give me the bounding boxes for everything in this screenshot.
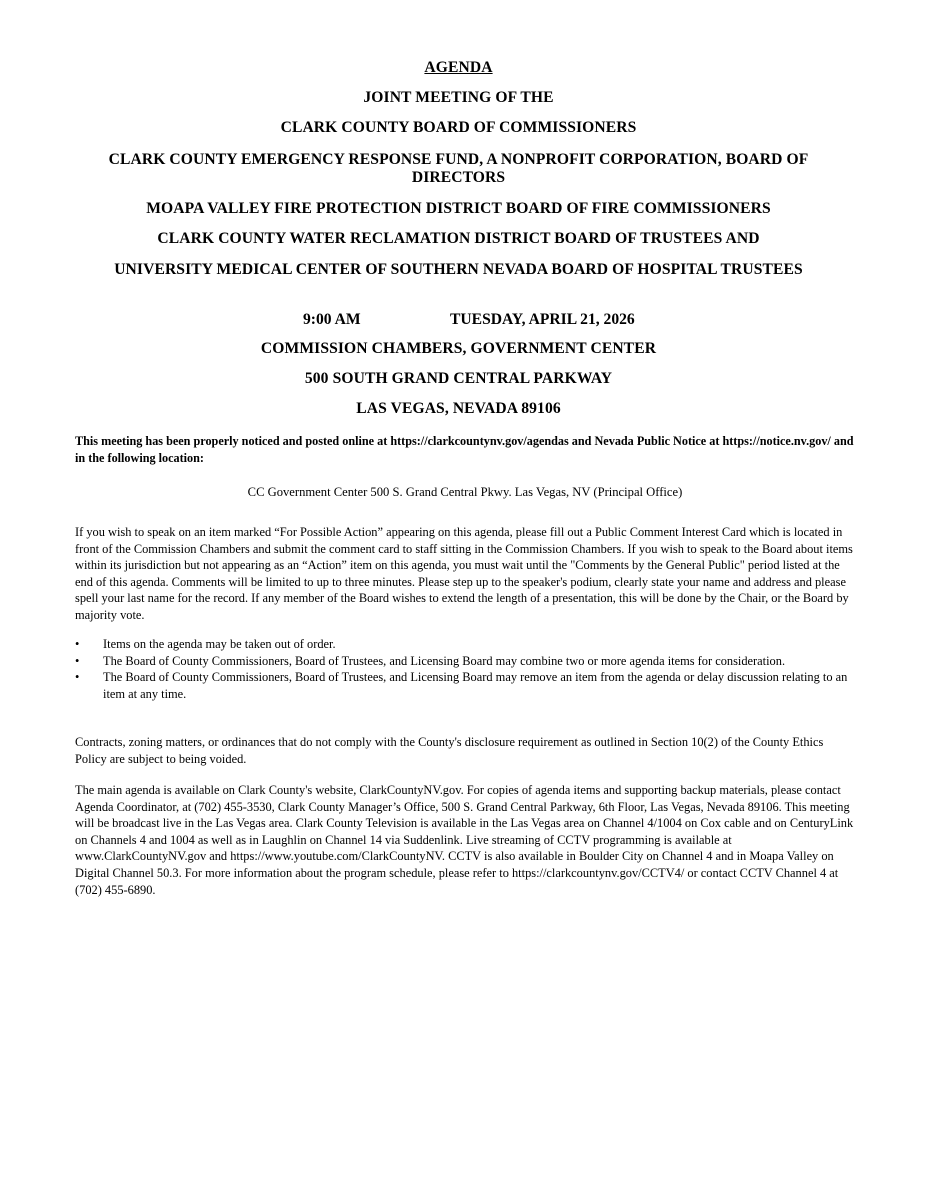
- bullet-icon: •: [75, 670, 80, 685]
- agenda-rules-list: [75, 636, 855, 702]
- list-item: [75, 653, 855, 670]
- umc-heading: UNIVERSITY MEDICAL CENTER OF SOUTHERN NEVADA BOARD OF HOSPITAL TRUSTEES: [114, 261, 803, 278]
- water-reclamation-heading: CLARK COUNTY WATER RECLAMATION DISTRICT BOARD OF TRUSTEES AND: [157, 230, 760, 247]
- board-of-commissioners-heading: CLARK COUNTY BOARD OF COMMISSIONERS: [280, 119, 637, 136]
- meeting-street: 500 SOUTH GRAND CENTRAL PARKWAY: [304, 370, 613, 387]
- disclosure-paragraph: Contracts, zoning matters, or ordinances that do not comply with the County's disclosure requirement as outlined in Section 10(2) of the County Ethics Policy are subject to being voided.: [75, 735, 824, 766]
- emergency-response-fund-heading: CLARK COUNTY EMERGENCY RESPONSE FUND, A NONPROFIT CORPORATION, BOARD OF DIRECTORS: [108, 151, 809, 186]
- bullet-icon: •: [75, 637, 80, 651]
- joint-meeting-heading: JOINT MEETING OF THE: [363, 89, 554, 106]
- meeting-time-date: [0, 311, 927, 331]
- posting-location: CC Government Center 500 S. Grand Central Pkwy. Las Vegas, NV (Principal Office): [247, 485, 683, 499]
- list-item: [75, 636, 855, 653]
- meeting-venue: COMMISSION CHAMBERS, GOVERNMENT CENTER: [260, 340, 657, 357]
- list-item-text: The Board of County Commissioners, Board of Trustees, and Licensing Board may remove an item from the agenda or delay discussion relating to an item at any time.: [103, 670, 848, 701]
- meeting-time: 9:00 AM: [303, 311, 361, 328]
- bullet-icon: •: [75, 653, 80, 668]
- posting-notice: This meeting has been properly noticed and posted online at https://clarkcountynv.gov/agendas and Nevada Public Notice at https://notice.nv.gov/ and in the following location:: [75, 434, 854, 465]
- meeting-date: TUESDAY, APRIL 21, 2026: [450, 311, 635, 328]
- public-comment-paragraph: If you wish to speak on an item marked “For Possible Action” appearing on this agenda, please fill out a Public Comment Interest Card which is located in front of the Commission Chambers and submit the comment card to staff sitting in the Commission Chambers. If you wish to speak to the Board about items within its jurisdiction but not appearing as an “Action” item on this agenda, you must wait until the "Comments by the General Public" period listed at the end of this agenda. Comments will be limited to up to three minutes. Please step up to the speaker's podium, clearly state your name and address and please spell your last name for the record. If any member of the Board wishes to extend the length of a presentation, this will be done by the Chair, or the Board by majority vote.: [75, 525, 853, 622]
- list-item-text: Items on the agenda may be taken out of order.: [103, 637, 336, 651]
- moapa-valley-fire-heading: MOAPA VALLEY FIRE PROTECTION DISTRICT BOARD OF FIRE COMMISSIONERS: [146, 200, 771, 217]
- meeting-city: LAS VEGAS, NEVADA 89106: [356, 400, 561, 417]
- list-item-text: The Board of County Commissioners, Board of Trustees, and Licensing Board may combine two or more agenda items for consideration.: [103, 653, 786, 668]
- agenda-availability-paragraph: The main agenda is available on Clark County's website, ClarkCountyNV.gov. For copies of agenda items and supporting backup materials, please contact Agenda Coordinator, at (702) 455-3530, Clark County Manager’s Office, 500 S. Grand Central Parkway, 6th Floor, Las Vegas, Nevada 89106. This meeting will be broadcast live in the Las Vegas area. Clark County Television is available in the Las Vegas area on Channel 4/1004 on Cox cable and on CenturyLink on Channels 4 and 1004 as well as in Laughlin on Channel 14 via Suddenlink. Live streaming of CCTV programming is available at www.ClarkCountyNV.gov and https://www.youtube.com/ClarkCountyNV. CCTV is also available in Boulder City on Channel 4 and in Moapa Valley on Digital Channel 50.3. For more information about the program schedule, please refer to https://clarkcountynv.gov/CCTV4/ or contact CCTV Channel 4 at (702) 455-6890.: [75, 783, 854, 897]
- agenda-title: AGENDA: [424, 59, 493, 76]
- list-item: [75, 669, 855, 702]
